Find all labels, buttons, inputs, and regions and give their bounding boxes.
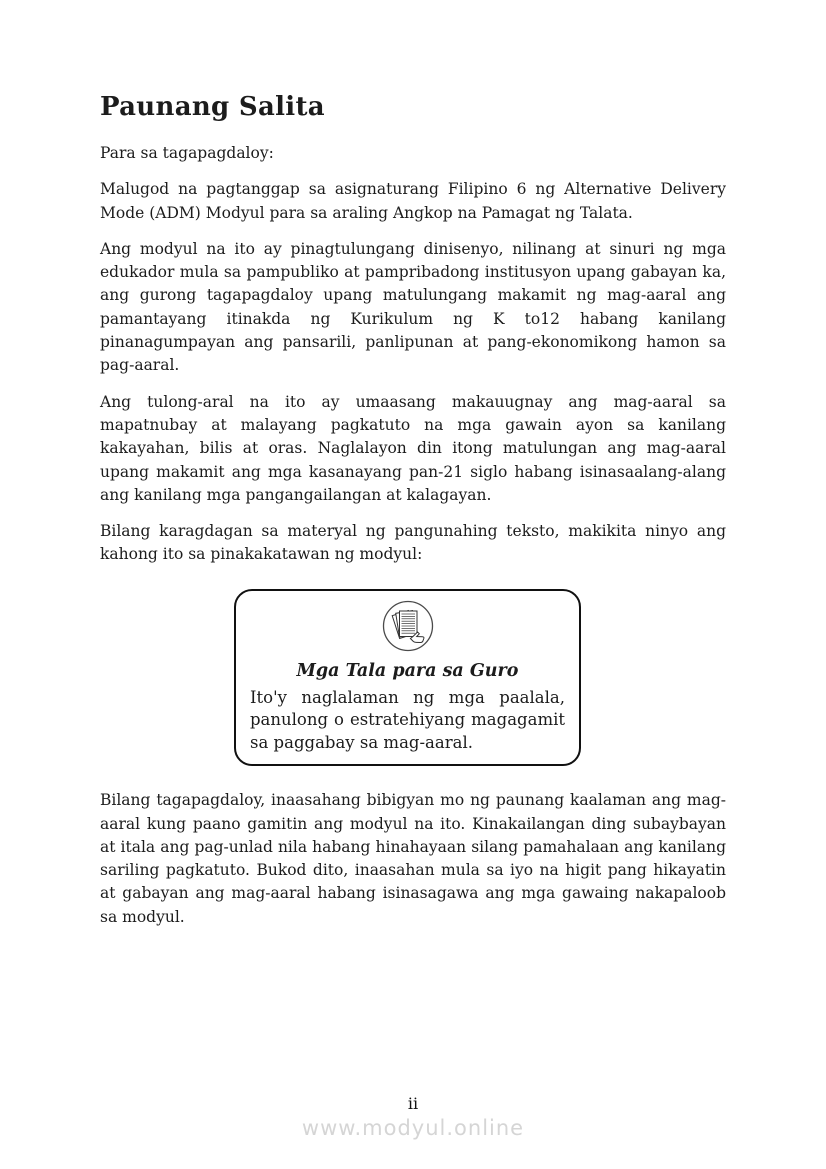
page-footer [0,1094,826,1140]
page-title: Paunang Salita [100,92,325,122]
note-icon-wrap [250,600,565,656]
note-box-title: Mga Tala para sa Guro [296,660,519,681]
body-paragraph-3: Ang tulong-aral na ito ay umaasang makauugnay ang mag-aaral sa mapatnubay at malayang pagkatuto na mga gawain ayon sa kanilang kakayahan, bilis at oras. Naglalayon din itong matulungan ang mag-aaral upang makamit ang mga kasanayang pan-21 siglo habang isinasaalang-alang ang kanilang mga pangangailangan at kalagayan. [100,392,726,504]
note-box-body: Ito'y naglalaman ng mga paalala, panulong o estratehiyang magagamit sa paggabay sa mag-aaral. [250,687,565,752]
papers-with-hand-icon [382,600,434,652]
page-number: ii [407,1094,419,1113]
salutation-paragraph: Para sa tagapagdaloy: [100,144,274,162]
body-paragraph-2: Ang modyul na ito ay pinagtulungang dinisenyo, nilinang at sinuri ng mga edukador mula sa pampubliko at pampribadong institusyon upang gabayan ka, ang gurong tagapagdaloy upang matulungang makamit ng mag-aaral ang pamantayang itinakda ng Kurikulum ng K to12 habang kanilang pinanagumpayan ang pansarili, panlipunan at pang-ekonomikong hamon sa pag-aaral. [100,239,726,375]
teacher-notes-box [234,589,581,767]
page-content [100,92,726,942]
body-paragraph-1: Malugod na pagtanggap sa asignaturang Filipino 6 ng Alternative Delivery Mode (ADM) Modyul para sa araling Angkop na Pamagat ng Talata. [100,180,726,222]
closing-paragraph: Bilang tagapagdaloy, inaasahang bibigyan mo ng paunang kaalaman ang mag-aaral kung paano gamitin ang modyul na ito. Kinakailangan ding subaybayan at itala ang pag-unlad nila habang hinahayaan silang pamahalaan ang kanilang sariling pagkatuto. Bukod dito, inaasahan mula sa iyo na higit pang hikayatin at gabayan ang mag-aaral habang isinasagawa ang mga gawaing nakapaloob sa modyul. [100,791,726,926]
watermark-text: www.modyul.online [301,1116,525,1140]
body-paragraph-4: Bilang karagdagan sa materyal ng pangunahing teksto, makikita ninyo ang kahong ito sa pinakakatawan ng modyul: [100,522,726,564]
